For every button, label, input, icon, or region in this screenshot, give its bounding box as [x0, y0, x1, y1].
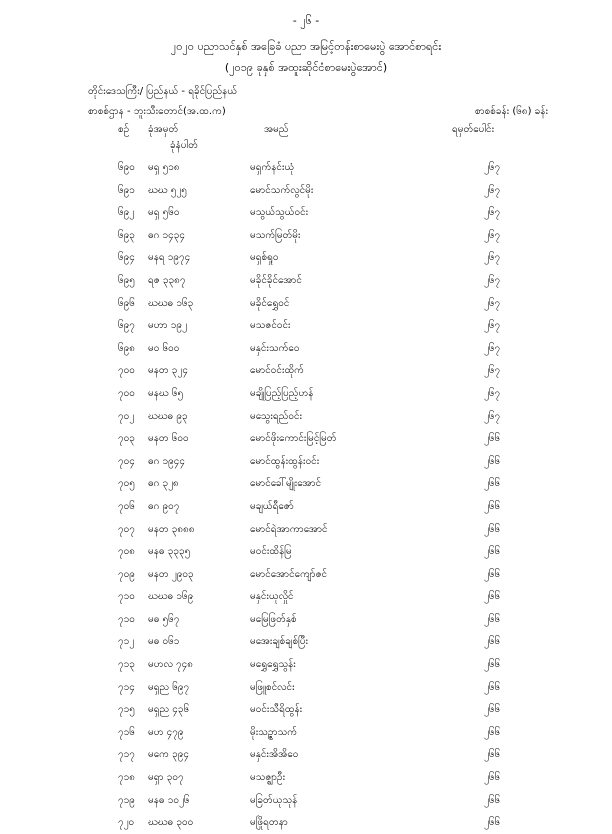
table-row	[0, 450, 612, 473]
roll-number: မဓ ၅၆၇	[148, 613, 180, 625]
student-name: မနှင်းယုလှိုင်	[250, 591, 294, 603]
header-roll: ခုံအမှတ်	[148, 124, 179, 135]
table-row	[0, 337, 612, 360]
student-name: မခိုင်ရွှေဝင်	[250, 297, 290, 309]
total-marks: ၂၆၆	[484, 500, 501, 512]
table-row	[0, 743, 612, 766]
student-name: မနှင်းအိအိဝေ	[250, 749, 299, 761]
roll-number: မနဃ ၆၅	[148, 387, 184, 399]
total-marks: ၂၆၆	[484, 636, 501, 648]
row-number: ၇၁၅	[118, 704, 135, 716]
table-row	[0, 698, 612, 721]
total-marks: ၂၆၇	[484, 297, 501, 309]
student-name: မသွေးရည်ဝင်း	[250, 410, 303, 422]
row-number: ၆၉၀	[118, 162, 135, 173]
table-row	[0, 246, 612, 269]
roll-number: မနတ ၃၈၈၈	[148, 523, 195, 535]
row-number: ၆၉၅	[118, 274, 135, 286]
total-marks: ၂၆၇	[484, 410, 501, 422]
table-row	[0, 518, 612, 541]
roll-number: မဓ ၀၆၁	[148, 636, 180, 648]
row-number: ၆၉၄	[118, 252, 135, 264]
student-name: မသက်မြတ်မိုး	[250, 229, 301, 241]
table-row	[0, 653, 612, 676]
total-marks: ၂၆၇	[484, 365, 501, 377]
table-row	[0, 427, 612, 450]
row-number: ၇၁၄	[118, 681, 135, 693]
table-row	[0, 179, 612, 202]
row-number: ၇၂၀	[118, 817, 135, 829]
total-marks: ၂၆၆	[484, 523, 501, 535]
header-marks: ရမှတ်ပေါင်း	[452, 124, 495, 135]
roll-number: မရှာ ၃၀၇	[148, 772, 184, 784]
table-row	[0, 766, 612, 789]
row-number: ၇၀၉	[118, 568, 135, 580]
total-marks: ၂၆၇	[484, 387, 501, 399]
results-table	[0, 156, 612, 834]
total-marks: ၂၆၇	[484, 252, 501, 264]
total-marks: ၂၆၇	[484, 342, 501, 354]
row-number: ၇၀၄	[118, 455, 135, 467]
region-label: တိုင်းဒေသကြီး/ ပြည်နယ် - ရခိုင်ပြည်နယ်	[88, 86, 238, 97]
total-marks: ၂၆၆	[484, 659, 501, 671]
total-marks: ၂၆၆	[484, 772, 501, 784]
total-marks: ၂၆၆	[484, 478, 501, 490]
table-row	[0, 676, 612, 699]
row-number: ၇၁၈	[118, 772, 135, 784]
row-number: ၇၁၀	[118, 613, 135, 625]
student-name: မောင်သက်လွင်မိုး	[250, 184, 314, 196]
table-row	[0, 201, 612, 224]
student-name: မရှက်နင်းယုံ	[250, 162, 295, 173]
total-marks: ၂၆၆	[484, 726, 501, 738]
roll-number: မဝ ၆၀၀	[148, 342, 180, 354]
row-number: ၆၉၂	[118, 207, 135, 219]
table-row	[0, 314, 612, 337]
student-name: မောင်အောင်ကျော်ဇင်	[250, 568, 328, 580]
document-title: ၂၀၂၀ ပညာသင်နှစ် အခြေခံ ပညာ အမြင့်တန်းစာမေးပွဲ အောင်စာရင်း	[170, 40, 442, 53]
header-roll-sub: ခုံနံပါတ်	[170, 140, 198, 151]
total-marks: ၂၆၆	[484, 749, 501, 761]
student-name: မဝင်းသီရိထွန်း	[250, 704, 303, 716]
roll-number: ဓဂ ၉၀၇	[148, 500, 180, 512]
row-number: ၇၁၇	[118, 749, 135, 761]
table-row	[0, 382, 612, 405]
row-number: ၇၀၇	[118, 523, 135, 535]
student-name: မဖြူစင်လင်း	[250, 681, 295, 693]
row-number: ၇၀၀	[118, 387, 135, 399]
student-name: မောင်ထွန်းထွန်းဝင်း	[250, 455, 320, 467]
total-marks: ၂၆၆	[484, 704, 501, 716]
row-number: ၆၉၁	[118, 184, 135, 196]
roll-number: မရှည ၆၉၇	[148, 681, 190, 693]
row-number: ၇၁၂	[118, 636, 135, 648]
student-name: မဝင်းထိန်မြ	[250, 546, 292, 558]
row-number: ၆၉၇	[118, 320, 135, 332]
total-marks: ၂၆၆	[484, 794, 501, 806]
table-row	[0, 630, 612, 653]
student-name: မောင်ခေါ်မျိုးအောင်	[250, 478, 322, 490]
row-number: ၇၀၈	[118, 546, 135, 558]
table-row	[0, 608, 612, 631]
table-row	[0, 292, 612, 315]
header-name: အမည်	[264, 124, 289, 135]
total-marks: ၂၆၆	[484, 591, 501, 603]
roll-number: မရှ ၅၆၀	[148, 207, 180, 219]
student-name: မမြေဖြတ်နှစ်	[250, 613, 297, 625]
roll-number: မနရ ၁၉၇၄	[148, 252, 191, 264]
roll-number: မနတ ၂၉၀၃	[148, 568, 194, 580]
roll-number: မနဓ ၃၃၃၅	[148, 546, 191, 558]
row-number: ၇၁၉	[118, 794, 135, 806]
table-row	[0, 156, 612, 179]
table-row	[0, 405, 612, 428]
total-marks: ၂၆၆	[484, 433, 501, 445]
row-number: ၇၁၀	[118, 591, 135, 603]
student-name: မသဇ္ဈာဦး	[250, 772, 286, 784]
student-name: မချိုပြည့်ပြည့်ဟန်	[250, 387, 314, 399]
student-name: မချယ်ရီဇော်	[250, 500, 294, 512]
student-name: မခြတ်ယုသုန်	[250, 794, 298, 806]
page-number: - ၂၆ -	[292, 14, 320, 27]
roll-number: ဃဃဓ ၁၆၃	[148, 297, 194, 309]
table-row	[0, 721, 612, 744]
roll-number: ဓဂ ၁၉၄၄	[148, 455, 186, 467]
table-row	[0, 224, 612, 247]
row-number: ၇၀၆	[118, 500, 135, 512]
header-no: စဉ်	[118, 124, 130, 135]
total-marks: ၂၆၆	[484, 546, 501, 558]
total-marks: ၂၆၆	[484, 613, 501, 625]
student-name: မောင်ဖိုးကောင်းမြင့်မြတ်	[250, 433, 337, 445]
roll-number: မရှည ၄၃၆	[148, 704, 190, 716]
student-name: မောင်ဝင်းထိုက်	[250, 365, 304, 377]
row-number: ၇၁၆	[118, 726, 135, 738]
total-marks: ၂၆၆	[484, 681, 501, 693]
student-name: မသွယ်သွယ်ဝင်း	[250, 207, 309, 219]
student-name: မခိုင်ခိုင်အောင်	[250, 274, 302, 286]
table-row	[0, 472, 612, 495]
total-marks: ၂၆၆	[484, 817, 501, 829]
student-name: မောင်ရဲအာကာအောင်	[250, 523, 328, 535]
table-row	[0, 495, 612, 518]
row-number: ၇၀၅	[118, 478, 135, 490]
table-row	[0, 269, 612, 292]
row-number: ၆၉၆	[118, 297, 135, 309]
roll-number: ဓဂ ၃၂၈	[148, 478, 179, 490]
total-marks: ၂၆၇	[484, 162, 501, 173]
roll-number: ဃဃဓ ၃၀၀	[148, 817, 194, 829]
document-subtitle: (၂၀၁၉ ခုနှစ် အထူးဆိုင်ငံစာမေးပွဲအောင်)	[224, 61, 388, 74]
exam-center-label: စာစစ်ဌာန - ဘူးသီးတောင်(အ.ထ.က)	[88, 106, 226, 117]
roll-number: ဃဃ ၅၂၅	[148, 184, 187, 196]
roll-number: မနတ ၃၂၄	[148, 365, 188, 377]
roll-number: မဟလ ၇၄၈	[148, 659, 194, 671]
row-number: ၇၀၀	[118, 365, 135, 377]
table-row	[0, 811, 612, 834]
roll-number: ဓဂ ၁၄၃၄	[148, 229, 186, 241]
roll-number: မကေ ၃၉၄	[148, 749, 189, 761]
roll-number: မနဓ ၁၀၂၆	[148, 794, 190, 806]
table-row	[0, 585, 612, 608]
roll-number: ဃဃဓ ၁၆၉	[148, 591, 194, 603]
student-name: မိုးသဉ္ဇာသက်	[250, 726, 298, 738]
total-marks: ၂၆၇	[484, 184, 501, 196]
roll-number: မဟ ၄၇၉	[148, 726, 184, 738]
column-headers	[0, 122, 612, 152]
table-row	[0, 540, 612, 563]
student-name: မအေးချစ်ချစ်ပြီး	[250, 636, 309, 648]
roll-number: မဟာ ၁၉၂	[148, 320, 187, 332]
roll-number: မနတ ၆၀၀	[148, 433, 189, 445]
row-number: ၇၁၃	[118, 659, 135, 671]
row-number: ၇၀၃	[118, 433, 135, 445]
total-marks: ၂၆၆	[484, 568, 501, 580]
student-name: မဖြိုရတနာ	[250, 817, 288, 829]
row-number: ၆၉၃	[118, 229, 135, 241]
row-number: ၇၀၂	[118, 410, 135, 422]
table-row	[0, 563, 612, 586]
row-number: ၆၉၈	[118, 342, 135, 354]
student-name: မရွှေရွှေသွန်း	[250, 659, 296, 671]
table-row	[0, 359, 612, 382]
table-row	[0, 789, 612, 812]
total-marks: ၂၆၇	[484, 320, 501, 332]
total-marks: ၂၆၆	[484, 455, 501, 467]
roll-number: မရှ ၅၁၈	[148, 162, 180, 173]
student-name: မရှစ်ရှုဝ	[250, 252, 279, 264]
roll-number: ဃဃဓ ၉၃	[148, 410, 188, 422]
student-name: မသဇင်ဝင်း	[250, 320, 291, 332]
roll-number: ရဇ ၃၃၈၇	[148, 274, 186, 286]
total-marks: ၂၆၇	[484, 274, 501, 286]
total-marks: ၂၆၇	[484, 207, 501, 219]
student-name: မနှင်းသက်ဝေ	[250, 342, 300, 354]
total-marks: ၂၆၇	[484, 229, 501, 241]
exam-room-label: စာစစ်ခန်း (၆၈) ခန်း	[474, 106, 548, 117]
